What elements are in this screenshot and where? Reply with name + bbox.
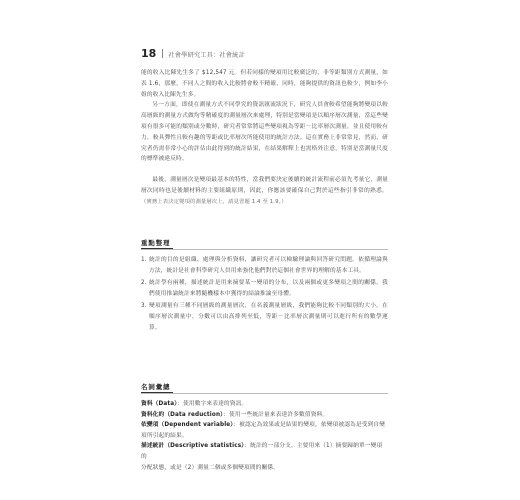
exercise-note: （實務上表決定變項的測量層次上，請見習題 1.4 至 1.9。） — [141, 198, 287, 205]
glossary-term: 描述統計（Descriptive statistics） — [141, 443, 245, 450]
item-number: 2. — [141, 280, 147, 287]
glossary-title: 名詞彙總 — [141, 383, 171, 391]
item-text: 統計學有兩種，描述統計是用來摘要某一變項的分布，以及兩個或更多變項之間的關係。我們使用推論統計來將隨機樣本中獲得的結論推論至母體。 — [149, 280, 388, 297]
glossary-section — [141, 382, 388, 473]
body-paragraph: 另一方面，即使在測量方式不同學究的資訊匯流狀況下，研究人員會較希望能夠將變項以較高層級的測量方式做均等精確度的測量層次來處理，特別是當變項是以順序層次測量，當這些變項有很多可能的類別或分數時，研究者常常將這些變項視為等距－比率層次測量。並且使用較有力，較具彈性且較有趣的等距或比率層次所能使用的統計方法。這在實務上非常常見，然而，研究者仍需非常小心的評估由此得到的統計結果，在結果解釋上也需格外注意，特別是當測量尺度的標準被違反時。 — [141, 102, 388, 163]
item-text: 變項測量有三種不同層級的測量層次，在名義測量層級，我們能夠比較不同類別的大小。在順序層次測量中，分數可以由高排列至低，等距－比率層次測量則可以進行所有的數學運算。 — [149, 303, 388, 331]
summary-list — [141, 255, 388, 333]
section-rule — [141, 249, 388, 250]
body-paragraph-text: 最後，測量層次是變項最基本的特性，當我們要決定後續的統計流程前必須先考量它，測量層次同時也是後續材料的主要組織原則，因此，你應該要確保自己對於這些指引非常的熟悉。 — [141, 177, 388, 194]
page-number: 18 — [141, 47, 157, 60]
running-title: 社會學研究工具：社會統計 — [168, 52, 245, 59]
body-paragraph — [141, 175, 388, 207]
glossary-entry — [141, 399, 388, 410]
glossary-definition: ：使用數字來表達的資訊。 — [177, 401, 248, 407]
list-item — [141, 255, 388, 276]
summary-section — [141, 238, 388, 335]
body-paragraph: 能的收入比陳先生多了 $12,547 元。但若同樣的變項用比較廣泛的，非等距類別方式測量，如表 1.6，那麼，不同人之間的收入比較將會較不精確，同時，能夠提供的資訊也較少，例如李小姐的收入比陳先生多。 — [141, 70, 388, 98]
item-text: 統計的目的是組織、處理與分析資料，讓研究者可以檢驗理論與回答研究問題。依循理論與方法，統計是社會科學研究人員用來強化他們對於這個社會世界的理解的基本工具。 — [149, 257, 388, 274]
body-text — [141, 68, 388, 208]
header-divider — [162, 49, 163, 58]
glossary-definition: ：使用一些統計量來表達許多數值資料。 — [223, 411, 329, 418]
list-item — [141, 301, 388, 333]
summary-title: 重點整理 — [141, 239, 171, 247]
page-header — [141, 47, 245, 60]
glossary-entry — [141, 420, 388, 431]
section-rule — [141, 393, 388, 394]
item-number: 3. — [141, 303, 147, 310]
item-number: 1. — [141, 257, 147, 263]
glossary-definition: ：被認定為效果或是結果的變項，依變項被認為是受到自變 — [233, 422, 386, 429]
glossary-continuation: 項所引起的結果。 — [141, 432, 188, 439]
glossary-term: 資料（Data） — [141, 401, 178, 407]
glossary-definition: ：統計的一部分支，主要用來（1）摘要歸納單一變項的 — [141, 443, 383, 460]
list-item — [141, 278, 388, 299]
glossary-continuation: 分配狀態，或是（2）測量二個或多個變項間的關係。 — [141, 464, 280, 471]
glossary-list — [141, 399, 388, 473]
glossary-entry — [141, 441, 388, 462]
glossary-term: 資料化約（Data reduction） — [141, 411, 224, 418]
glossary-term: 依變項（Dependent variable） — [141, 422, 234, 429]
glossary-entry — [141, 410, 388, 421]
